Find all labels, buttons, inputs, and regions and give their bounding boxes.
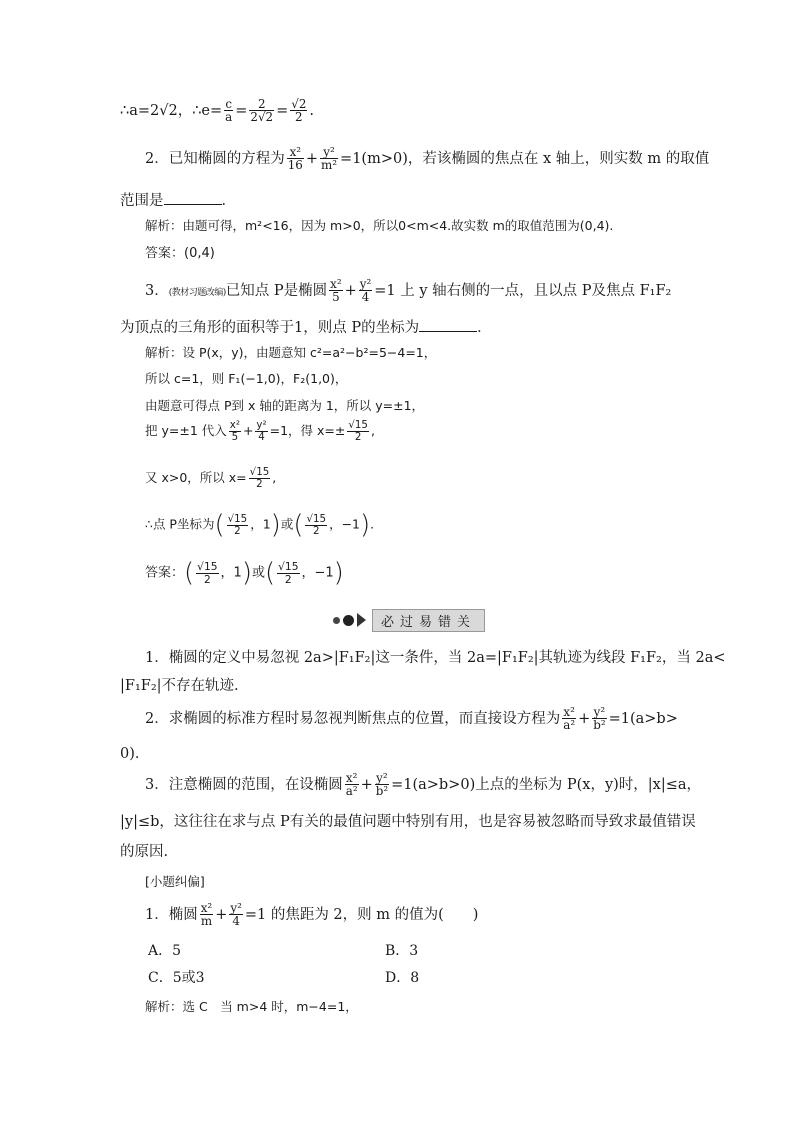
answer-blank (164, 192, 222, 205)
pitfall-1-line2: |F₁F₂|不存在轨迹. (120, 678, 239, 694)
section-banner (333, 610, 485, 630)
choice-a: A．5 (148, 943, 182, 959)
fraction: $\frac{\text{y²}}{4}$ (359, 277, 372, 305)
question-2-line1: 2．已知椭圆的方程为 $\frac{\text{x²}}{16}$ + $\frac{\text{y²}}{\text{m²}}$ =1(m>0)，若该椭圆的焦点在 x 轴上，则实数 m 的取值 (145, 145, 710, 173)
fraction: $\frac{√15}{2}$ (197, 560, 218, 586)
question-2-line2: 范围是 ． (120, 193, 236, 209)
fraction: $\frac{\text{y²}}{\text{b²}}$ (593, 705, 606, 733)
pitfall-3-line2: |y|≤b，这往往在求与点 P有关的最值问题中特别有用，也是容易被忽略而导致求最值错误 (120, 814, 696, 830)
fraction: $\frac{c}{a}$ (225, 97, 233, 125)
pitfall-3-line3: 的原因. (120, 844, 169, 860)
fraction: $\frac{\text{x²}}{16}$ (287, 145, 303, 173)
question-3-solution-line3: 由题意可得点 P到 x 轴的距离为 1，所以 y=±1， (145, 398, 425, 413)
pitfall-2-line2: 0)． (120, 746, 150, 762)
banner-label: 必过易错关 (372, 609, 485, 632)
fraction: $\frac{\text{x²}}{\text{a²}}$ (345, 771, 358, 799)
question-3-solution-line5: 又 x>0，所以 x= $\frac{√15}{2}$ , (145, 466, 277, 490)
question-3-solution-line4: 把 y=±1 代入 $\frac{\text{x²}}{5}$ + $\frac{\text{y²}}{4}$ =1，得 x=± $\frac{√15}{2}$ , (145, 419, 375, 443)
practice-heading: [小题纠偏] (145, 874, 205, 889)
pitfall-2-line1: 2．求椭圆的标准方程时易忽视判断焦点的位置，而直接设方程为 $\frac{\text{x²}}{\text{a²}}$ + $\frac{\text{y²}}{\text{b²}}$ =1(a>b> (145, 705, 678, 733)
fraction: $\frac{\text{y²}}{\text{m²}}$ (321, 145, 338, 173)
question-2-solution: 解析：由题可得，m²<16，因为 m>0，所以0<m<4.故实数 m的取值范围为(0,4). (145, 218, 614, 233)
fraction: $\frac{√15}{2}$ (249, 466, 270, 490)
banner-dots-icon (333, 613, 366, 627)
fraction: $\frac{√2}{2}$ (291, 97, 307, 125)
question-3-solution-line1: 解析：设 P(x，y)，由题意知 c²=a²−b²=5−4=1， (145, 345, 437, 360)
fraction: $\frac{√15}{2}$ (278, 560, 299, 586)
fraction: $\frac{√15}{2}$ (227, 512, 248, 537)
previous-solution-line: ∴a=2√2，∴e= $\frac{c}{a}$ = $\frac{2}{2√2}$ = $\frac{√2}{2}$ . (120, 97, 314, 125)
source-tag: (教材习题改编) (168, 287, 226, 298)
practice-question-1: 1．椭圆 $\frac{\text{x²}}{m}$ + $\frac{\text{y²}}{4}$ =1 的焦距为 2，则 m 的值为( ) (145, 901, 479, 929)
fraction: $\frac{\text{x²}}{5}$ (330, 277, 342, 305)
fraction: $\frac{\text{y²}}{\text{b²}}$ (375, 771, 389, 799)
fraction: $\frac{\text{x²}}{5}$ (229, 419, 240, 443)
fraction: $\frac{\text{y²}}{4}$ (256, 419, 267, 443)
choice-c: C．5或3 (148, 970, 205, 986)
fraction: $\frac{\text{x²}}{m}$ (200, 901, 213, 929)
fraction: $\frac{2}{2√2}$ (250, 97, 274, 125)
practice-solution: 解析：选 C 当 m>4 时，m−4=1， (145, 999, 358, 1014)
question-3-solution-line6: ∴点 P坐标为( $\frac{√15}{2}$ ，1)或( $\frac{√15}{2}$ ，−1). (145, 510, 375, 540)
pitfall-1-line1: 1．椭圆的定义中易忽视 2a>|F₁F₂|这一条件，当 2a=|F₁F₂|其轨迹为线段 F₁F₂，当 2a< (145, 650, 726, 666)
question-3-answer: 答案：( $\frac{√15}{2}$ ，1)或( $\frac{√15}{2}$ ，−1) (145, 558, 344, 588)
fraction: $\frac{√15}{2}$ (306, 512, 327, 537)
fraction: $\frac{\text{x²}}{\text{a²}}$ (563, 705, 576, 733)
question-3-line2: 为顶点的三角形的面积等于1，则点 P的坐标为 ． (120, 320, 492, 336)
choice-b: B．3 (385, 943, 419, 959)
choice-d: D．8 (385, 970, 420, 986)
answer-blank (419, 319, 477, 332)
question-3-line1: 3．(教材习题改编)已知点 P是椭圆 $\frac{\text{x²}}{5}$ + $\frac{\text{y²}}{4}$ =1 上 y 轴右侧的一点，且以点 P及焦点 F₁F₂ (145, 277, 672, 305)
pitfall-3-line1: 3．注意椭圆的范围，在设椭圆 $\frac{\text{x²}}{\text{a²}}$ + $\frac{\text{y²}}{\text{b²}}$ =1(a>b>0)上点的坐标为 P(x，y)时，|x|≤a， (145, 771, 702, 799)
question-3-solution-line2: 所以 c=1，则 F₁(−1,0)，F₂(1,0)， (145, 371, 348, 386)
question-2-answer: 答案：(0,4) (145, 246, 215, 261)
fraction: $\frac{√15}{2}$ (348, 419, 368, 443)
fraction: $\frac{\text{y²}}{4}$ (230, 901, 242, 929)
